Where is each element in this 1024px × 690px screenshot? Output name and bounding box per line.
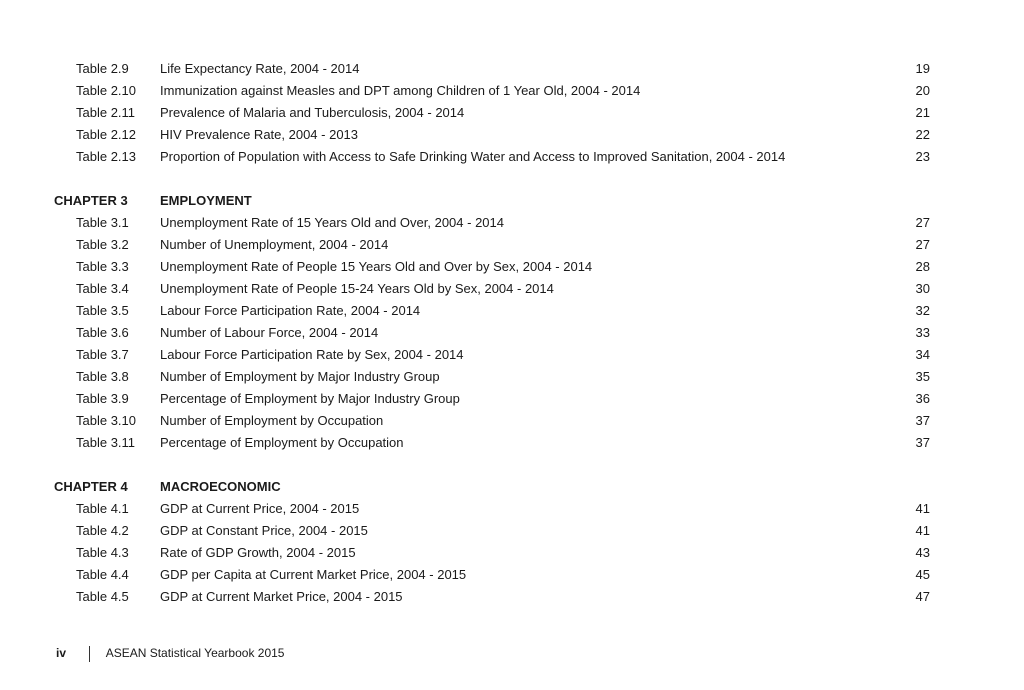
toc-entry[interactable] bbox=[0, 278, 1024, 300]
toc-entry[interactable] bbox=[0, 432, 1024, 454]
toc-entry-title: Number of Unemployment, 2004 - 2014 bbox=[160, 237, 389, 252]
toc-entry-page: 19 bbox=[915, 61, 930, 76]
toc-entry-page: 41 bbox=[915, 501, 930, 516]
toc-entry[interactable] bbox=[0, 124, 1024, 146]
toc-entry-title: Unemployment Rate of 15 Years Old and Over, 2004 - 2014 bbox=[160, 215, 504, 230]
toc-entry-title: Prevalence of Malaria and Tuberculosis, 2004 - 2014 bbox=[160, 105, 465, 120]
table-of-contents bbox=[0, 58, 1024, 608]
toc-entry-page: 22 bbox=[915, 127, 930, 142]
toc-section bbox=[0, 476, 1024, 608]
toc-entry[interactable] bbox=[0, 212, 1024, 234]
toc-entry[interactable] bbox=[0, 58, 1024, 80]
toc-section bbox=[0, 58, 1024, 168]
toc-entry-label: Table 3.1 bbox=[76, 215, 129, 230]
toc-entry-title: Unemployment Rate of People 15 Years Old and Over by Sex, 2004 - 2014 bbox=[160, 259, 593, 274]
chapter-heading[interactable] bbox=[0, 476, 1024, 498]
toc-entry-page: 37 bbox=[915, 435, 930, 450]
toc-entry[interactable] bbox=[0, 542, 1024, 564]
toc-entry-label: Table 2.13 bbox=[76, 149, 136, 164]
toc-entry-label: Table 3.8 bbox=[76, 369, 129, 384]
toc-entry-title: Labour Force Participation Rate by Sex, 2004 - 2014 bbox=[160, 347, 464, 362]
toc-entry-label: Table 3.10 bbox=[76, 413, 136, 428]
toc-entry[interactable] bbox=[0, 366, 1024, 388]
toc-section bbox=[0, 190, 1024, 454]
toc-entry-title: Life Expectancy Rate, 2004 - 2014 bbox=[160, 61, 360, 76]
toc-entry-page: 28 bbox=[915, 259, 930, 274]
toc-entry-page: 45 bbox=[915, 567, 930, 582]
toc-entry-page: 43 bbox=[915, 545, 930, 560]
toc-entry[interactable] bbox=[0, 410, 1024, 432]
toc-entry-label: Table 4.5 bbox=[76, 589, 129, 604]
toc-entry[interactable] bbox=[0, 300, 1024, 322]
toc-entry-page: 35 bbox=[915, 369, 930, 384]
toc-entry-page: 30 bbox=[915, 281, 930, 296]
toc-entry-page: 23 bbox=[915, 149, 930, 164]
toc-entry-page: 27 bbox=[915, 237, 930, 252]
toc-entry[interactable] bbox=[0, 520, 1024, 542]
toc-entry-label: Table 3.3 bbox=[76, 259, 129, 274]
toc-entry-title: GDP at Constant Price, 2004 - 2015 bbox=[160, 523, 368, 538]
toc-entry-label: Table 4.4 bbox=[76, 567, 129, 582]
toc-entry-label: Table 4.1 bbox=[76, 501, 129, 516]
chapter-title: EMPLOYMENT bbox=[160, 193, 252, 208]
toc-entry-label: Table 3.7 bbox=[76, 347, 129, 362]
toc-entry-title: Number of Labour Force, 2004 - 2014 bbox=[160, 325, 379, 340]
toc-entry-page: 21 bbox=[915, 105, 930, 120]
toc-entry-title: Labour Force Participation Rate, 2004 - 2014 bbox=[160, 303, 421, 318]
toc-entry[interactable] bbox=[0, 498, 1024, 520]
footer-publication-title: ASEAN Statistical Yearbook 2015 bbox=[105, 646, 285, 660]
toc-entry-label: Table 4.2 bbox=[76, 523, 129, 538]
toc-entry-label: Table 2.9 bbox=[76, 61, 129, 76]
toc-entry-label: Table 3.9 bbox=[76, 391, 129, 406]
toc-entry[interactable] bbox=[0, 388, 1024, 410]
toc-entry-title: Proportion of Population with Access to Safe Drinking Water and Access to Improved Sanitation, 2004 - 2014 bbox=[160, 149, 786, 164]
toc-entry-title: Unemployment Rate of People 15-24 Years Old by Sex, 2004 - 2014 bbox=[160, 281, 554, 296]
chapter-title: MACROECONOMIC bbox=[160, 479, 281, 494]
toc-entry-title: GDP at Current Market Price, 2004 - 2015 bbox=[160, 589, 403, 604]
toc-entry-label: Table 2.10 bbox=[76, 83, 136, 98]
chapter-heading[interactable] bbox=[0, 190, 1024, 212]
toc-entry-title: GDP at Current Price, 2004 - 2015 bbox=[160, 501, 360, 516]
toc-entry-title: Immunization against Measles and DPT among Children of 1 Year Old, 2004 - 2014 bbox=[160, 83, 641, 98]
toc-entry[interactable] bbox=[0, 344, 1024, 366]
toc-entry[interactable] bbox=[0, 256, 1024, 278]
toc-entry-page: 20 bbox=[915, 83, 930, 98]
footer-page-number: iv bbox=[56, 646, 67, 660]
toc-entry-title: Number of Employment by Occupation bbox=[160, 413, 384, 428]
toc-entry-label: Table 3.5 bbox=[76, 303, 129, 318]
toc-entry-page: 37 bbox=[915, 413, 930, 428]
toc-entry-page: 47 bbox=[915, 589, 930, 604]
toc-entry[interactable] bbox=[0, 80, 1024, 102]
toc-entry[interactable] bbox=[0, 322, 1024, 344]
chapter-label: CHAPTER 4 bbox=[54, 479, 128, 494]
toc-entry-label: Table 3.6 bbox=[76, 325, 129, 340]
page-footer bbox=[56, 643, 284, 663]
toc-entry-title: Percentage of Employment by Major Industry Group bbox=[160, 391, 460, 406]
chapter-label: CHAPTER 3 bbox=[54, 193, 128, 208]
toc-entry[interactable] bbox=[0, 234, 1024, 256]
toc-entry-label: Table 2.12 bbox=[76, 127, 136, 142]
toc-entry-label: Table 2.11 bbox=[76, 105, 136, 120]
toc-entry-label: Table 4.3 bbox=[76, 545, 129, 560]
toc-entry-title: Rate of GDP Growth, 2004 - 2015 bbox=[160, 545, 356, 560]
toc-entry[interactable] bbox=[0, 564, 1024, 586]
toc-entry-label: Table 3.4 bbox=[76, 281, 129, 296]
toc-entry[interactable] bbox=[0, 102, 1024, 124]
toc-entry-page: 41 bbox=[915, 523, 930, 538]
footer-divider bbox=[89, 646, 90, 662]
toc-entry-label: Table 3.11 bbox=[76, 435, 136, 450]
toc-entry-page: 32 bbox=[915, 303, 930, 318]
toc-entry-title: Number of Employment by Major Industry Group bbox=[160, 369, 440, 384]
toc-entry-page: 33 bbox=[915, 325, 930, 340]
toc-entry-title: HIV Prevalence Rate, 2004 - 2013 bbox=[160, 127, 359, 142]
toc-entry-title: Percentage of Employment by Occupation bbox=[160, 435, 404, 450]
toc-entry-title: GDP per Capita at Current Market Price, 2004 - 2015 bbox=[160, 567, 467, 582]
toc-entry[interactable] bbox=[0, 586, 1024, 608]
toc-entry[interactable] bbox=[0, 146, 1024, 168]
toc-entry-page: 36 bbox=[915, 391, 930, 406]
toc-entry-page: 27 bbox=[915, 215, 930, 230]
toc-entry-page: 34 bbox=[915, 347, 930, 362]
toc-entry-label: Table 3.2 bbox=[76, 237, 129, 252]
